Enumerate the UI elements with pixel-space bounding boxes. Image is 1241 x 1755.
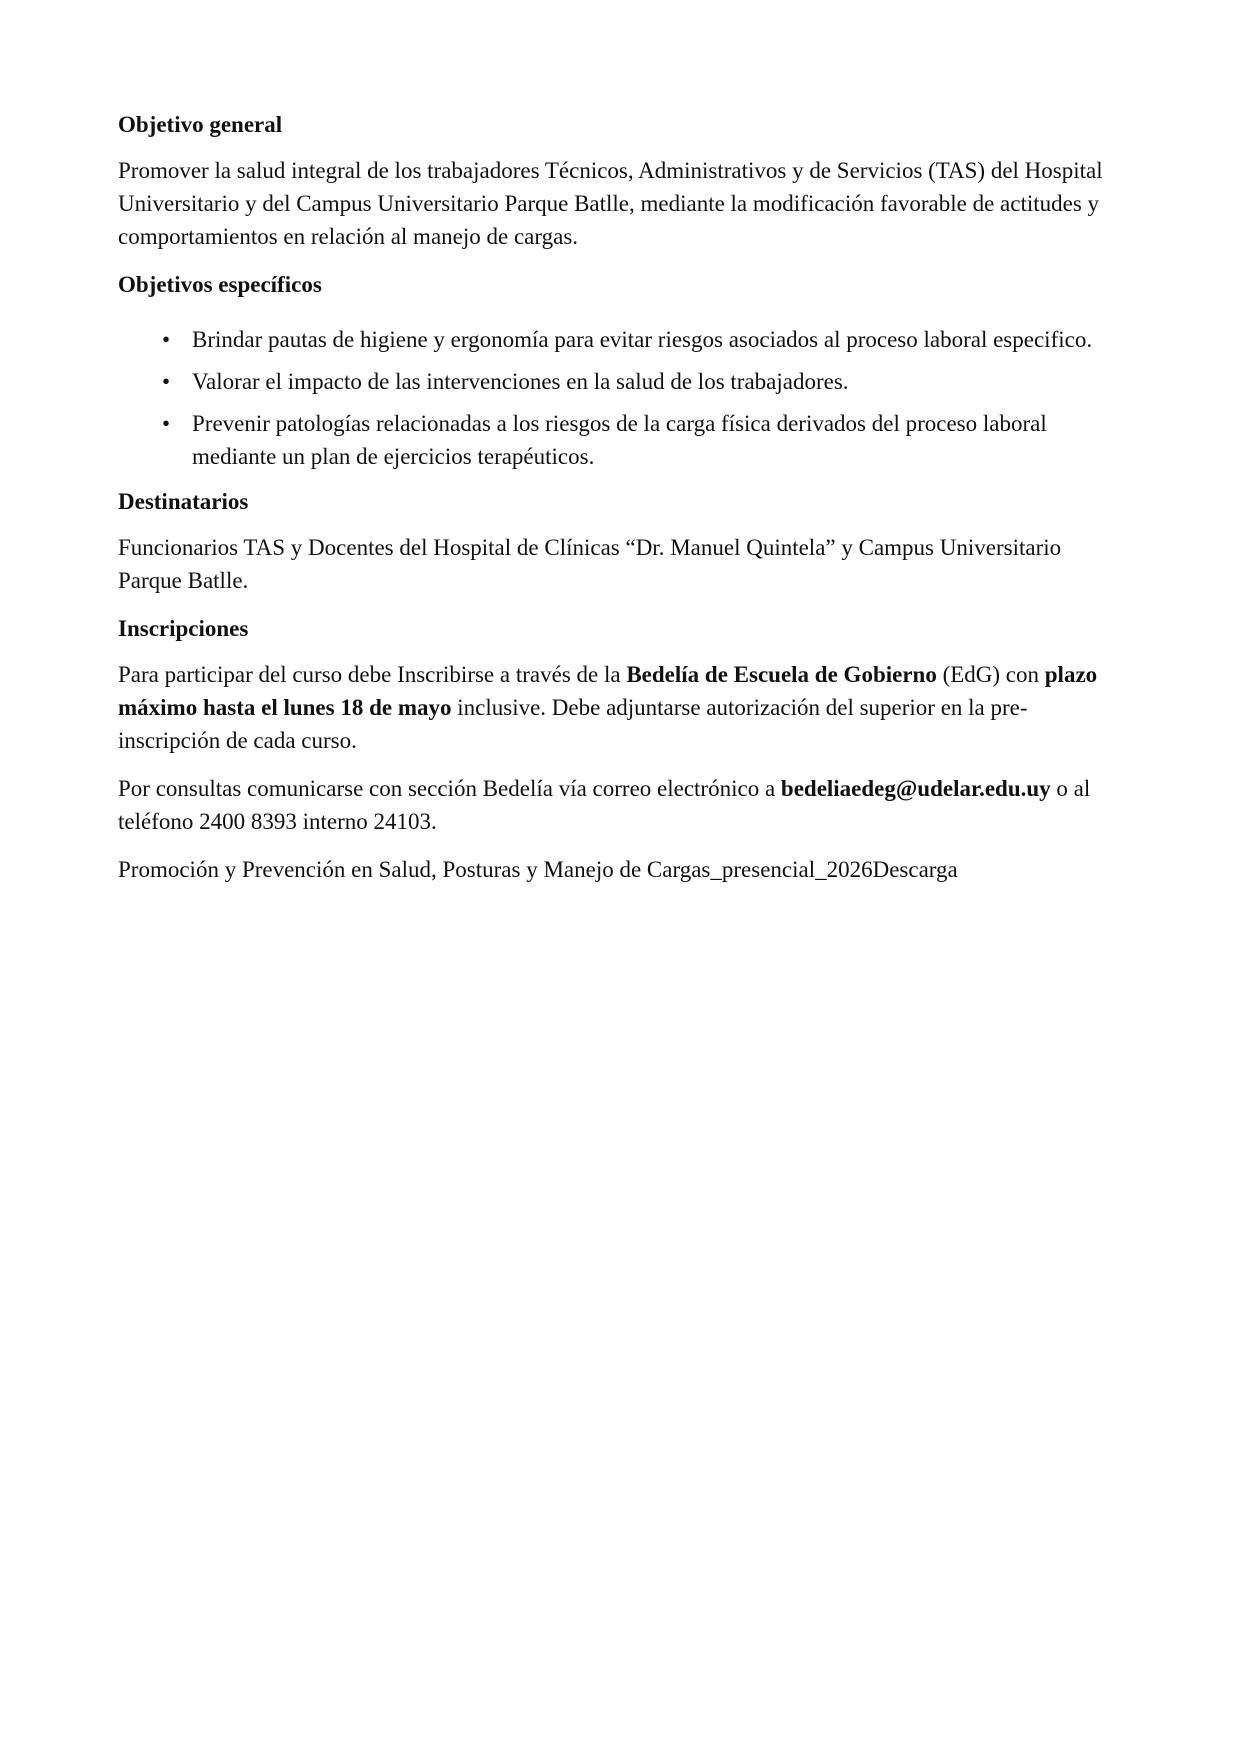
inscripciones-heading: Inscripciones [118,616,249,641]
bullet-icon: • [162,411,171,436]
download-link[interactable]: Descarga [872,857,958,882]
consultas-text-part: Por consultas comunicarse con sección Bedelía vía correo electrónico a [118,776,781,801]
consultas-text-part: o al teléfono 2400 8393 interno 24103. [118,776,1091,834]
list-item [118,323,1128,356]
destinatarios-heading: Destinatarios [118,489,249,514]
email-link[interactable]: bedeliaedeg@udelar.edu.uy [780,776,1051,801]
inscripciones-text [118,658,1128,757]
objetivo-general-text: Promover la salud integral de los trabajadores Técnicos, Administrativos y de Servicios (TAS) del Hospital Universitario y del Campus Universitario Parque Batlle, mediante la modificación favorable de actitudes y comportamientos en relación al manejo de cargas. [118,158,1103,249]
objetivo-general-heading: Objetivo general [118,112,283,137]
objetivos-especificos-list [118,323,1128,473]
inscripciones-text-part: inclusive. Debe adjuntarse autorización del superior en la pre-inscripción de cada curso. [118,695,1028,753]
plazo-emphasis: plazo máximo hasta el lunes 18 de mayo [118,662,1098,720]
download-line [118,853,1128,886]
consultas-text [118,772,1128,838]
bedelia-emphasis: Bedelía de Escuela de Gobierno [626,662,937,687]
document-body [118,108,1128,901]
list-item [118,365,1128,398]
objetivos-especificos-heading: Objetivos específicos [118,272,322,297]
inscripciones-text-part: Para participar del curso debe Inscribirse a través de la [118,662,627,687]
list-item [118,407,1128,473]
bullet-icon: • [162,369,171,394]
list-item-text: Valorar el impacto de las intervenciones en la salud de los trabajadores. [192,369,849,394]
list-item-text: Brindar pautas de higiene y ergonomía para evitar riesgos asociados al proceso laboral especifico. [192,327,1093,352]
destinatarios-text: Funcionarios TAS y Docentes del Hospital de Clínicas “Dr. Manuel Quintela” y Campus Universitario Parque Batlle. [118,535,1062,593]
bullet-icon: • [162,327,171,352]
download-filename: Promoción y Prevención en Salud, Posturas y Manejo de Cargas_presencial_2026 [118,857,873,882]
list-item-text: Prevenir patologías relacionadas a los riesgos de la carga física derivados del proceso laboral mediante un plan de ejercicios terapéuticos. [192,411,1047,469]
inscripciones-text-part: (EdG) con [936,662,1045,687]
